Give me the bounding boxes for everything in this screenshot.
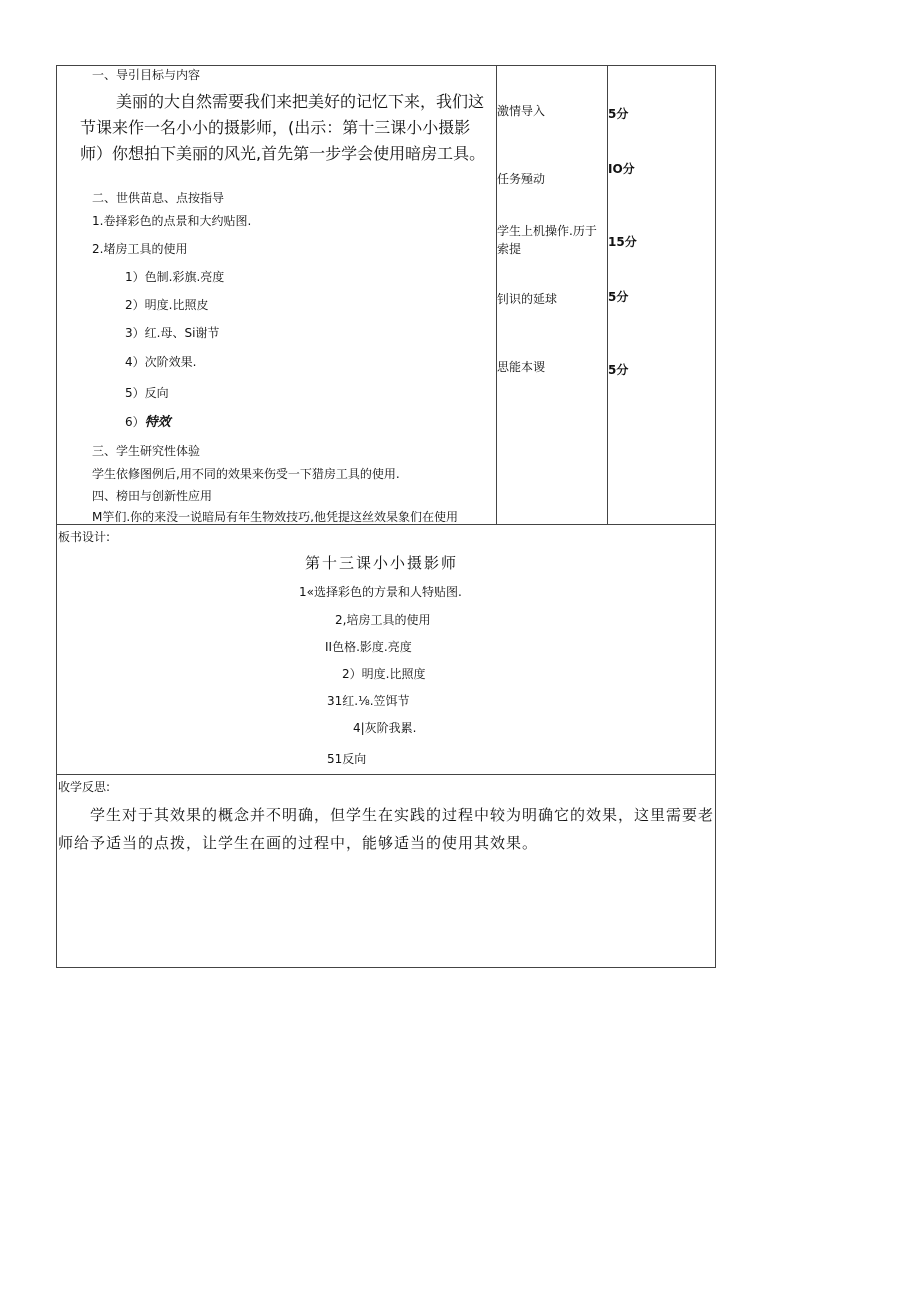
activity-2-time: IO分 — [608, 162, 635, 176]
sub-item-5: 5）反向 — [125, 386, 169, 400]
activity-1-name: 激情导入 — [497, 104, 546, 118]
board-line-5: 31红.⅛.笠饵节 — [327, 694, 410, 708]
activity-1-time: 5分 — [608, 107, 629, 121]
board-line-2: 2,培房工具的使用 — [335, 613, 431, 627]
section1-heading: 一、导引目标与内容 — [92, 68, 201, 82]
sub-item-4: 4）次阶效果. — [125, 355, 197, 369]
row-divider-1 — [57, 524, 715, 525]
board-line-3: II色格.影度.亮度 — [325, 640, 412, 654]
row-divider-2 — [57, 774, 715, 775]
section2-item-2: 2.堵房工具的使用 — [92, 242, 188, 256]
board-line-1: 1«选择彩色的方景和人特贴图. — [299, 585, 462, 599]
section2-heading: 二、世供苗息、点按指导 — [92, 191, 225, 205]
activity-4-name: 钊识的延球 — [497, 292, 558, 306]
activity-4-time: 5分 — [608, 290, 629, 304]
board-title: 第十三课小小摄影师 — [305, 554, 459, 572]
reflection-text: 学生对于其效果的概念并不明确，但学生在实践的过程中较为明确它的效果，这里需要老师给予适当的点拨，让学生在画的过程中，能够适当的使用其效果。 — [58, 806, 715, 852]
activity-2-name: 任务殛动 — [497, 172, 546, 186]
activity-5-time: 5分 — [608, 363, 629, 377]
sub-item-3: 3）红.母、Si谢节 — [125, 326, 220, 340]
section4-heading: 四、榜田与创新性应用 — [92, 489, 213, 503]
activity-3-name: 学生上机操作.历于索提 — [497, 224, 597, 256]
section4-text: M竽们.你的来没一说暗局有年生物效技巧,他凭提这丝效杲象们在使用 — [92, 510, 458, 522]
sub-item-6 — [125, 415, 171, 430]
sub-item-6-number: 6） — [125, 415, 145, 429]
board-line-6: 4|灰阶我累. — [353, 721, 417, 735]
section4-text-clip — [90, 510, 494, 522]
activity-5-name: 思能本谡 — [497, 360, 546, 374]
section2-item-1: 1.卷择彩色的点景和大约贴图. — [92, 214, 252, 228]
section3-heading: 三、学生研究性体验 — [92, 444, 201, 458]
sub-item-1: 1）色制.彩旗.亮度 — [125, 270, 225, 284]
board-line-7: 51反向 — [327, 752, 367, 766]
section1-paragraph: 美丽的大自然需要我们来把美好的记忆下来，我们这节课来作一名小小的摄影师，(出示：第十三课小小摄影师）你想拍下美丽的风光,首先第一步学会使用暗房工具。 — [80, 92, 486, 163]
board-line-4: 2）明度.比照度 — [342, 667, 426, 681]
board-label: 板书设计: — [58, 530, 111, 544]
section3-text: 学生依修图例后,用不同的效果来伤受一下猎房工具的使用. — [92, 467, 400, 481]
reflection-label: 收学反思: — [58, 780, 111, 794]
activity-3-time: 15分 — [608, 235, 637, 249]
sub-item-2: 2）明度.比照皮 — [125, 298, 209, 312]
sub-item-6-label: 特效 — [144, 415, 171, 430]
